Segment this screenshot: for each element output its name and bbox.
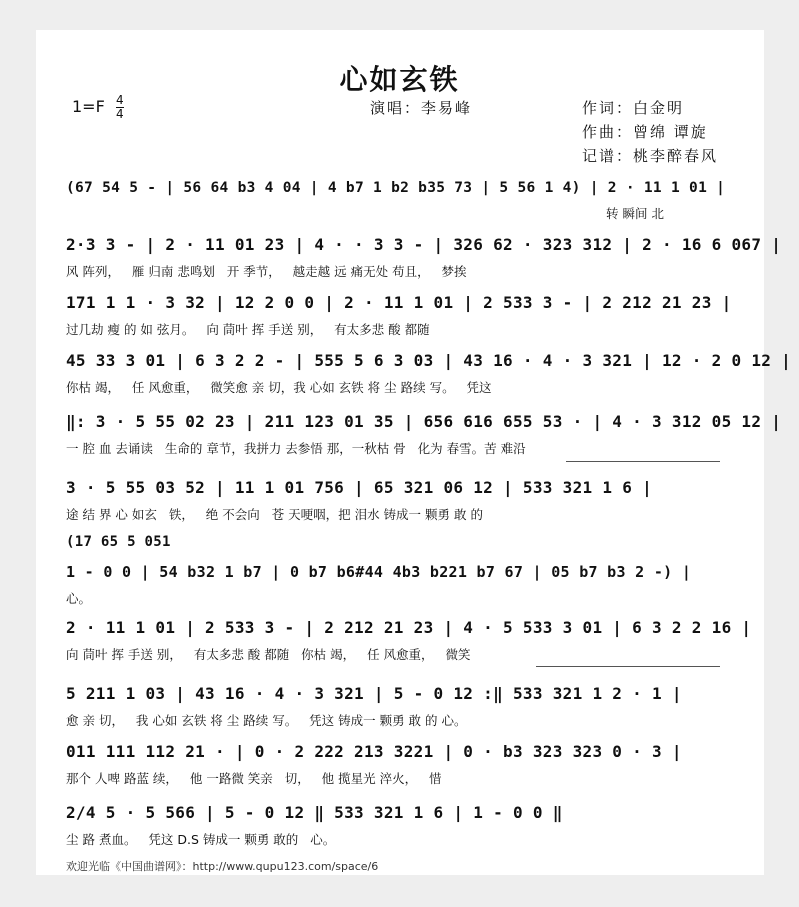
- notation-line: (17 65 5 051: [66, 534, 171, 550]
- lyric-line: 转 瞬间 北: [606, 206, 664, 221]
- song-title: 心如玄铁: [339, 63, 460, 96]
- lyric-line: 尘 路 煮血。 凭这 D.S 铸成一 颗勇 敢的 心。: [66, 832, 336, 847]
- time-sig-denominator: 4: [116, 107, 124, 121]
- notation-line: 011 111 112 21 · | 0 · 2 222 213 3221 | 0 · b3 323 323 0 · 3 |: [66, 742, 682, 761]
- notation-line: 5 211 1 03 | 43 16 · 4 · 3 321 | 5 - 0 12 :‖ 533 321 1 2 · 1 |: [66, 684, 682, 703]
- singer-credit: 演唱：李易峰: [370, 99, 473, 117]
- lyric-line: 一 腔 血 去诵读 生命的 章节，我拼力 去参悟 那，一秋枯 骨 化为 春雪。苦 难沿: [66, 441, 526, 456]
- lyric-line: 你枯 竭， 任 风愈重， 微笑愈 亲 切，我 心如 玄铁 将 尘 路续 写。 凭这: [66, 380, 492, 395]
- notation-line: 2·3 3 - | 2 · 11 01 23 | 4 · · 3 3 - | 326 62 · 323 312 | 2 · 16 6 067 |: [66, 235, 782, 254]
- key-signature: 1=F: [72, 97, 105, 116]
- volta-bracket-1: [566, 461, 720, 462]
- footer-credit: 欢迎光临《中国曲谱网》：http://www.qupu123.com/space/6: [66, 860, 379, 873]
- notation-line: 2 · 11 1 01 | 2 533 3 - | 2 212 21 23 | 4 · 5 533 3 01 | 6 3 2 2 16 |: [66, 618, 752, 637]
- volta-bracket-2: [536, 666, 720, 667]
- time-sig-numerator: 4: [116, 93, 124, 107]
- time-signature: [116, 94, 124, 121]
- lyric-line: 过几劫 瘦 的 如 弦月。 向 茼叶 挥 手送 别， 有太多悲 酸 都随: [66, 322, 430, 337]
- lyric-line: 途 结 界 心 如玄 铁， 绝 不会向 苍 天哽咽，把 泪水 铸成一 颗勇 敢 的: [66, 507, 483, 522]
- lyric-line: 向 茼叶 挥 手送 别， 有太多悲 酸 都随 你枯 竭， 任 风愈重， 微笑: [66, 647, 471, 662]
- lyricist-credit: 作词：白金明: [582, 99, 685, 117]
- transcriber-credit: 记谱：桃李醉春风: [582, 147, 719, 165]
- notation-line: 171 1 1 · 3 32 | 12 2 0 0 | 2 · 11 1 01 | 2 533 3 - | 2 212 21 23 |: [66, 293, 732, 312]
- notation-line: (67 54 5 - | 56 64 b3 4 04 | 4 b7 1 b2 b35 73 | 5 56 1 4) | 2 · 11 1 01 |: [66, 180, 726, 196]
- lyric-line: 心。: [66, 591, 92, 606]
- lyric-line: 愈 亲 切， 我 心如 玄铁 将 尘 路续 写。 凭这 铸成一 颗勇 敢 的 心。: [66, 713, 467, 728]
- notation-line: 2/4 5 · 5 566 | 5 - 0 12 ‖ 533 321 1 6 | 1 - 0 0 ‖: [66, 803, 563, 822]
- lyric-line: 风 阵列， 雁 归南 悲鸣划 开 季节， 越走越 远 痛无处 苟且， 梦挨: [66, 264, 467, 279]
- notation-line: 3 · 5 55 03 52 | 11 1 01 756 | 65 321 06 12 | 533 321 1 6 |: [66, 478, 653, 497]
- notation-line: ‖: 3 · 5 55 02 23 | 211 123 01 35 | 656 616 655 53 · | 4 · 3 312 05 12 |: [66, 412, 782, 431]
- composer-credit: 作曲：曾绵 谭旋: [582, 123, 708, 141]
- notation-line: 1 - 0 0 | 54 b32 1 b7 | 0 b7 b6#44 4b3 b221 b7 67 | 05 b7 b3 2 -) |: [66, 563, 692, 581]
- notation-line: 45 33 3 01 | 6 3 2 2 - | 555 5 6 3 03 | 43 16 · 4 · 3 321 | 12 · 2 0 12 |: [66, 351, 792, 370]
- lyric-line: 那个 人啤 路蓝 续， 他 一路微 笑亲 切， 他 揽星光 淬火， 惜: [66, 771, 442, 786]
